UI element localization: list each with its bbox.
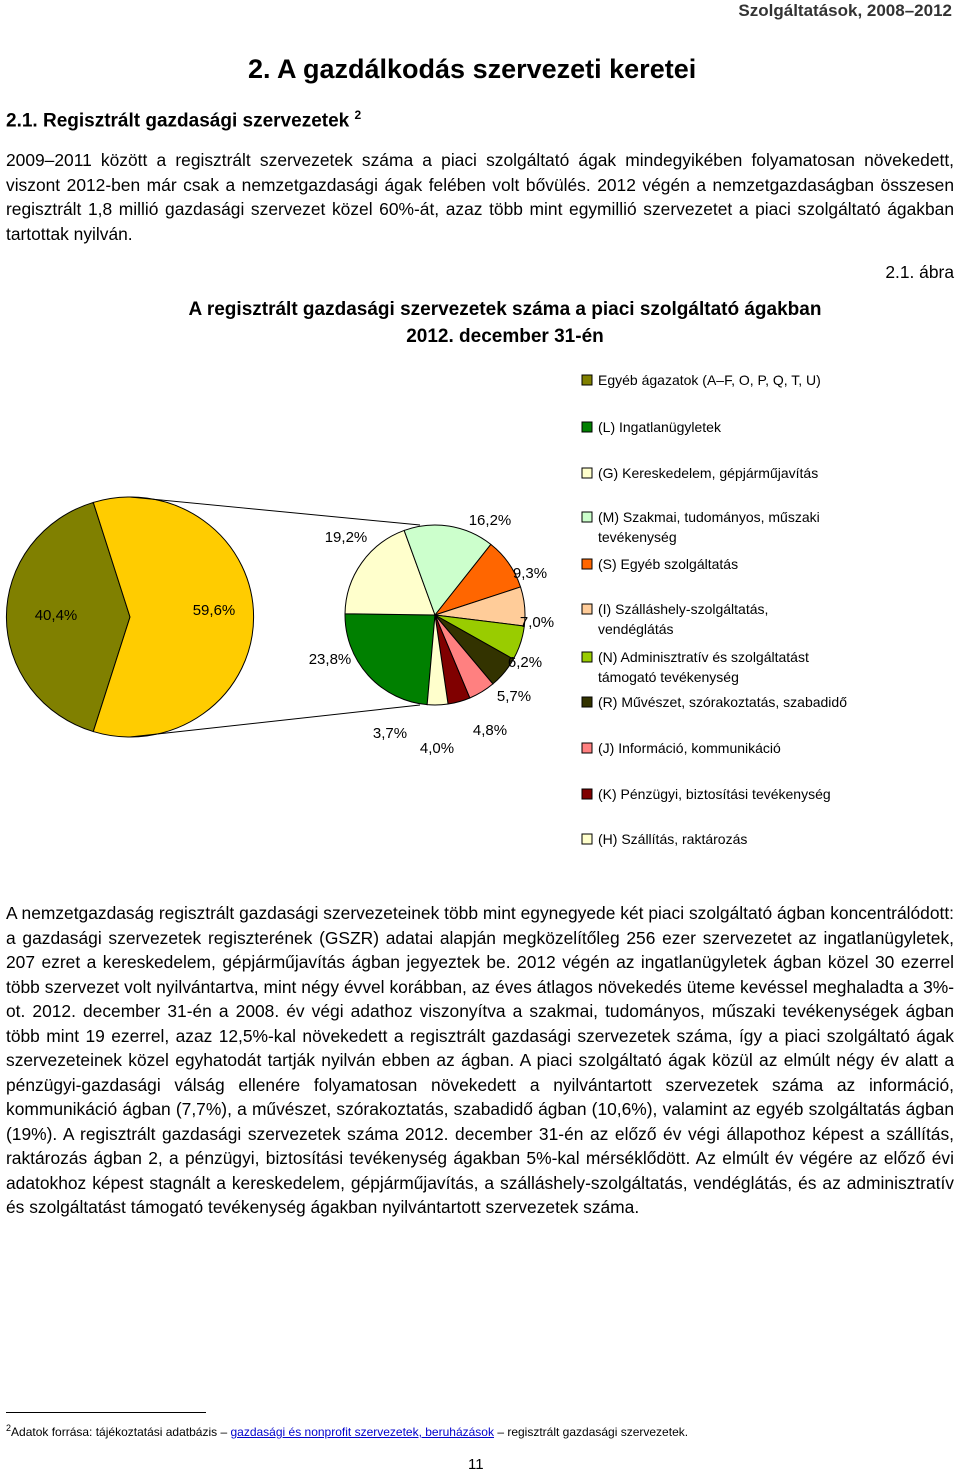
legend-label-4: (M) Szakmai, tudományos, műszaki <box>598 509 820 525</box>
footnote-link[interactable]: gazdasági és nonprofit szervezetek, beruházások <box>230 1425 494 1439</box>
breakdown-pie-label-3: 16,2% <box>468 512 512 529</box>
figure-number: 2.1. ábra <box>885 262 954 282</box>
legend-swatch-4 <box>582 512 592 522</box>
legend-label-8: (R) Művészet, szórakoztatás, szabadidő <box>598 694 847 710</box>
breakdown-pie-label-8: 4,8% <box>472 722 508 739</box>
legend-label-6-line2: vendéglátás <box>598 621 674 637</box>
breakdown-pie-label-7: 5,7% <box>496 688 532 705</box>
section-title <box>6 108 361 132</box>
legend-label-3: (G) Kereskedelem, gépjárműjavítás <box>598 465 819 481</box>
breakdown-pie-label-9: 4,0% <box>419 740 455 757</box>
legend-swatch-2 <box>582 422 592 432</box>
chapter-title: 2. A gazdálkodás szervezeti keretei <box>248 54 697 84</box>
breakdown-pie-label-2: 19,2% <box>324 529 368 546</box>
breakdown-pie-slice-1 <box>345 614 435 705</box>
legend-label-11: (H) Szállítás, raktározás <box>598 831 748 847</box>
section-title-text: 2.1. Regisztrált gazdasági szervezetek <box>6 110 350 132</box>
page-number: 11 <box>468 1456 484 1473</box>
footnote-prefix: Adatok forrása: tájékoztatási adatbázis – <box>11 1425 231 1439</box>
legend-label-1: Egyéb ágazatok (A–F, O, P, Q, T, U) <box>598 372 821 388</box>
footnote <box>6 1423 688 1439</box>
legend-label-7: (N) Adminisztratív és szolgáltatást <box>598 649 809 665</box>
legend-swatch-9 <box>582 743 592 753</box>
breakdown-pie-label-4: 9,3% <box>512 565 548 582</box>
footnote-ref[interactable]: 2 <box>354 108 362 122</box>
running-header: Szolgáltatások, 2008–2012 <box>738 1 952 20</box>
legend-swatch-7 <box>582 652 592 662</box>
footnote-separator <box>6 1412 206 1413</box>
breakdown-pie-label-5: 7,0% <box>519 614 555 631</box>
legend-label-10: (K) Pénzügyi, biztosítási tevékenység <box>598 786 831 802</box>
breakdown-pie-label-1: 23,8% <box>308 651 352 668</box>
legend-swatch-5 <box>582 559 592 569</box>
footnote-number: 2 <box>6 1423 12 1433</box>
bar-of-pie-chart <box>0 360 960 870</box>
breakdown-pie-label-6: 6,2% <box>507 654 543 671</box>
legend-label-7-line2: támogató tevékenység <box>598 669 739 685</box>
legend-swatch-3 <box>582 468 592 478</box>
main-pie-label-2: 59,6% <box>192 602 236 619</box>
breakdown-pie-label-10: 3,7% <box>372 725 408 742</box>
legend-label-9: (J) Információ, kommunikáció <box>598 740 781 756</box>
figure-title-line1: A regisztrált gazdasági szervezetek száma a piaci szolgáltató ágakban <box>188 299 822 320</box>
legend-swatch-10 <box>582 789 592 799</box>
body-paragraph: A nemzetgazdaság regisztrált gazdasági szervezeteinek több mint egynegyede két piaci szolgáltató ágban koncentrálódott: a gazdasági szervezetek regiszterének (GSZR) adatai alapján megközelítőleg 256 ezer szervezetet az ingatlanügyletek, 207 ezret a kereskedelem, gépjárműjavítás ágban jegyeztek be. 2012 végén az ingatlanügyletek ágban közel 30 ezerrel több szervezet volt nyilvántartva, mint négy évvel korábban, az éves átlagos növekedés üteme kevéssel meghaladta a 3%-ot. 2012. december 31-én a 2008. év végi adathoz viszonyítva a szakmai, tudományos, műszaki tevékenységek ágban több mint 19 ezerrel, azaz 12,5%-kal növekedett a regisztrált gazdasági szervezetek száma, így a piaci szolgáltató ágak szervezeteinek közel egyhatodát tartják nyilván ebben az ágban. A piaci szolgáltató ágak közül az elmúlt négy év alatt a pénzügyi-gazdasági válság ellenére folyamatosan növekedett a nyilvántartott szervezetek száma az információ, kommunikáció ágban (7,7%), a művészet, szórakoztatás, szabadidő ágban (10,6%), valamint az egyéb szolgáltatás ágban (19%). A regisztrált gazdasági szervezetek száma 2012. december 31-én az előző év végi állapothoz képest a szállítás, raktározás ágban 2, a pénzügyi, biztosítási tevékenység ágakban 5%-kal mérséklődött. Az elmúlt év végére az előző évi adatokhoz képest stagnált a kereskedelem, gépjárműjavítás, a szálláshely-szolgáltatás, vendéglátás, és az adminisztratív és szolgáltatást támogató tevékenység ágakban nyilvántartott szervezetek száma. <box>6 903 954 1217</box>
figure-title <box>90 296 920 350</box>
legend-label-5: (S) Egyéb szolgáltatás <box>598 556 739 572</box>
legend-swatch-6 <box>582 604 592 614</box>
footnote-suffix: – regisztrált gazdasági szervezetek. <box>493 1425 689 1439</box>
legend-swatch-1 <box>582 375 592 385</box>
legend-label-2: (L) Ingatlanügyletek <box>598 419 721 435</box>
intro-paragraph: 2009–2011 között a regisztrált szervezetek száma a piaci szolgáltató ágak mindegyikében folyamatosan növekedett, viszont 2012-ben már csak a nemzetgazdasági ágak felében volt bővülés. 2012 végén a nemzetgazdaságban összesen regisztrált 1,8 millió gazdasági szervezet közel 60%-át, azaz több mint egymillió szervezetet a piaci szolgáltató ágakban tartottak nyilván. <box>6 150 954 244</box>
legend-label-6: (I) Szálláshely-szolgáltatás, <box>598 601 769 617</box>
legend-swatch-8 <box>582 697 592 707</box>
figure-title-line2: 2012. december 31-én <box>406 326 604 347</box>
legend-swatch-11 <box>582 834 592 844</box>
main-pie-label-1: 40,4% <box>34 607 78 624</box>
legend-label-4-line2: tevékenység <box>598 529 677 545</box>
